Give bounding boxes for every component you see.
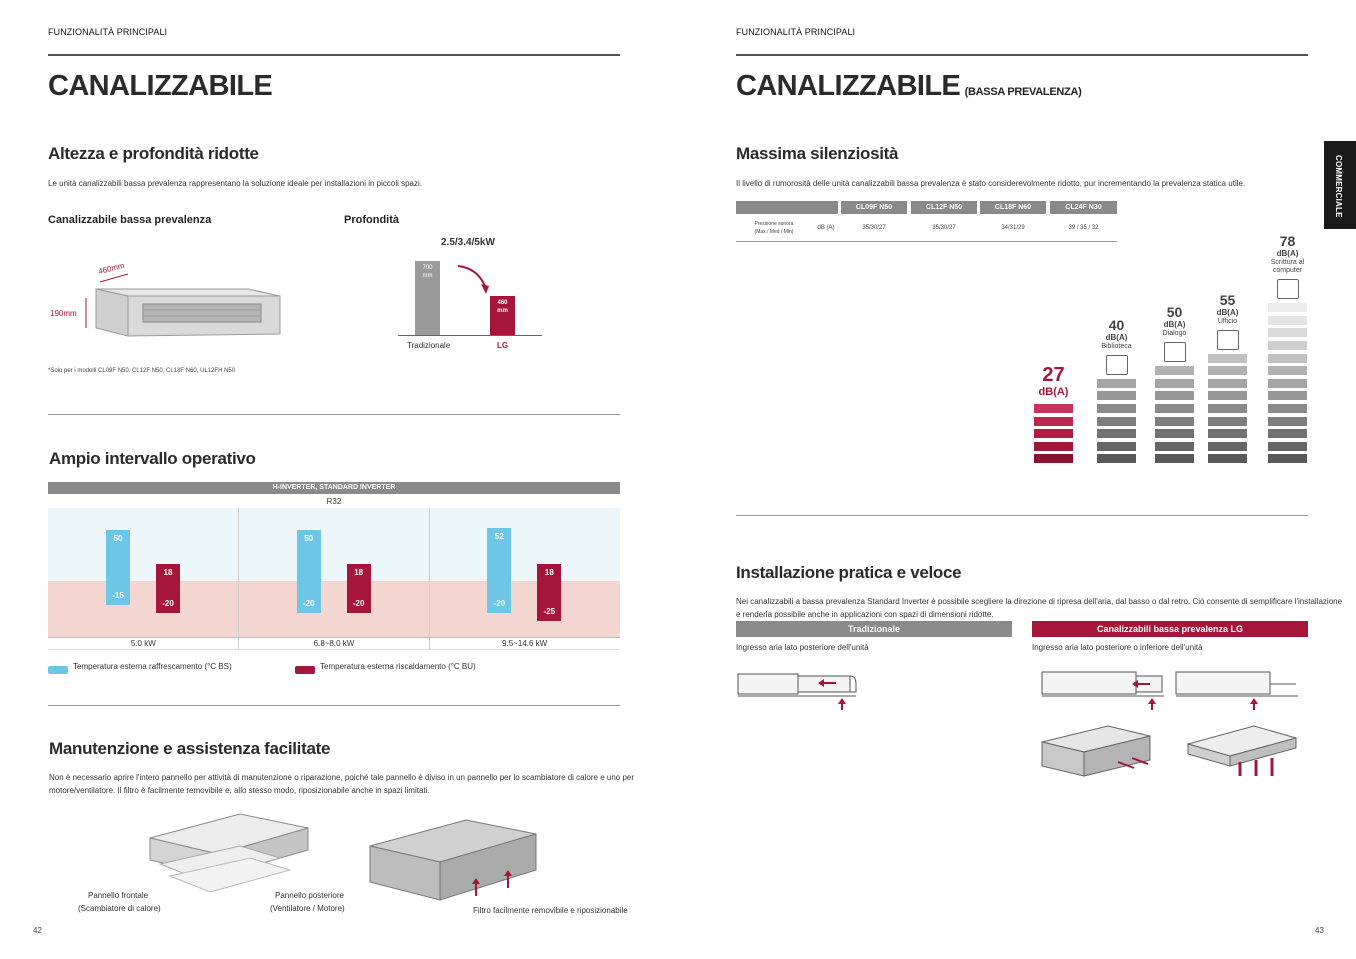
- noise-category-icon: [1164, 342, 1186, 362]
- noise-unit-label: dB(A): [1105, 332, 1128, 342]
- noise-bar-segment: [1268, 429, 1307, 438]
- range-bar-max-label: 18: [163, 567, 173, 577]
- depth-chart-baseline: [398, 335, 542, 336]
- noise-category-icon: [1217, 330, 1239, 350]
- range-bar-min-label: -20: [302, 599, 315, 608]
- chart-axis-bottom: [48, 649, 620, 650]
- depth-label-lg: LG: [497, 341, 509, 350]
- page-number-right: 43: [1315, 926, 1324, 935]
- noise-value-label: 55: [1219, 291, 1236, 308]
- table-cell: 35/30/27: [862, 225, 886, 231]
- noise-bar-segment: [1155, 391, 1194, 400]
- install-diagram-traditional: [736, 666, 861, 714]
- section-heading-intervallo: Ampio intervallo operativo: [49, 449, 256, 468]
- section-desc-installazione-2: e renderla possibile anche in applicazioni con spazi di dimensioni ridotte.: [736, 610, 994, 619]
- table-header-model: CL24F N30: [1050, 201, 1117, 214]
- noise-bar-segment: [1155, 417, 1194, 426]
- noise-category-label: Scrittura al computer: [1270, 259, 1305, 275]
- right-header: FUNZIONALITÀ PRINCIPALI: [736, 27, 856, 37]
- table-header-model: CL18F N60: [980, 201, 1046, 214]
- noise-bar-segment: [1268, 379, 1307, 388]
- divider-1: [48, 414, 620, 415]
- label-filter: Filtro facilmente removibile e riposizionabile: [473, 906, 628, 915]
- table-cell: 39 / 35 / 32: [1068, 225, 1099, 231]
- dim-height-label: 190mm: [50, 309, 77, 318]
- chart-divider: [429, 508, 430, 650]
- section-heading-altezza: Altezza e profondità ridotte: [48, 144, 259, 163]
- noise-bar-segment: [1155, 366, 1194, 375]
- page-number-left: 42: [33, 926, 42, 935]
- range-bar-max-label: 52: [494, 531, 504, 541]
- range-bar-min-label: -20: [493, 599, 506, 608]
- noise-bar-segment: [1208, 442, 1247, 451]
- subheading-profondita: Profondità: [344, 214, 399, 226]
- section-desc-altezza: Le unità canalizzabili bassa prevalenza rappresentano la soluzione ideale per installazioni in piccoli spazi.: [48, 179, 423, 188]
- noise-value-label: 50: [1166, 304, 1183, 321]
- noise-category-label: Ufficio: [1217, 317, 1238, 325]
- depth-label-traditional: Tradizionale: [407, 341, 451, 350]
- right-title-main: CANALIZZABILE: [736, 70, 961, 102]
- panels-illustration: [130, 810, 320, 900]
- table-cell: 34/31/29: [1001, 225, 1025, 231]
- table-unit: dB (A): [817, 225, 835, 231]
- noise-value-label: 27: [1042, 364, 1065, 386]
- section-heading-manutenzione: Manutenzione e assistenza facilitate: [49, 739, 331, 758]
- noise-bar-segment: [1155, 454, 1194, 463]
- noise-bar-segment: [1097, 379, 1136, 388]
- noise-bar-segment: [1097, 404, 1136, 413]
- install-col-lg-desc: Ingresso aria lato posteriore o inferiore dell'unità: [1032, 643, 1203, 652]
- table-row-label: Pressione sonora: [754, 221, 794, 227]
- noise-unit-label: dB(A): [1163, 320, 1186, 330]
- install-diagram-lg-rear: [1038, 662, 1168, 712]
- noise-unit-label: dB(A): [1216, 307, 1239, 317]
- left-header-rule: [48, 54, 620, 56]
- noise-bar-segment: [1208, 366, 1247, 375]
- legend-swatch-heat: [295, 666, 315, 674]
- noise-bar-segment: [1155, 379, 1194, 388]
- noise-category-icon: [1277, 279, 1299, 299]
- noise-bar-segment: [1097, 429, 1136, 438]
- range-bar-min-label: -20: [352, 599, 365, 608]
- noise-bar-segment: [1268, 442, 1307, 451]
- noise-unit-label: dB(A): [1038, 386, 1069, 398]
- noise-bar-segment: [1268, 391, 1307, 400]
- noise-bar-segment: [1208, 391, 1247, 400]
- noise-bar-segment: [1208, 417, 1247, 426]
- noise-bar-segment: [1097, 454, 1136, 463]
- side-tab-label: COMMERCIALE: [1334, 155, 1343, 218]
- footnote-models: *Solo per i modelli CL09F N50, CL12F N50, CL18F N60, UL12FH N50: [48, 368, 236, 374]
- right-header-rule: [736, 54, 1308, 56]
- noise-bar-segment: [1034, 417, 1073, 426]
- table-header-model: CL12F N50: [911, 201, 977, 214]
- install-col-traditional-desc: Ingresso aria lato posteriore dell'unità: [736, 643, 869, 652]
- left-header: FUNZIONALITÀ PRINCIPALI: [48, 27, 168, 37]
- noise-level-chart: [1030, 190, 1320, 470]
- noise-category-label: Dialogo: [1162, 330, 1187, 338]
- depth-bar-lg-unit: mm: [497, 308, 508, 314]
- noise-category-icon: [1106, 355, 1128, 375]
- chart-divider: [238, 508, 239, 650]
- noise-unit-label: dB(A): [1276, 249, 1299, 259]
- chart-refrigerant: R32: [326, 497, 342, 506]
- noise-bar-segment: [1034, 404, 1073, 413]
- range-bar-max-label: 50: [113, 534, 123, 543]
- range-bar-max-label: 50: [304, 534, 314, 543]
- install-col-traditional-title: Tradizionale: [736, 621, 1012, 637]
- legend-label-cool: Temperatura esterna raffrescamento (°C BS): [73, 662, 232, 671]
- noise-bar-segment: [1268, 354, 1307, 363]
- depth-bar-traditional-value: 700: [422, 265, 433, 271]
- chart-cool-zone: [48, 508, 620, 581]
- right-page-title: [736, 70, 1081, 103]
- noise-bar-segment: [1268, 316, 1307, 325]
- noise-value-label: 40: [1108, 316, 1125, 333]
- noise-bar-segment: [1268, 303, 1307, 312]
- arrow-down-icon: [455, 262, 495, 298]
- noise-value-label: 78: [1279, 233, 1296, 250]
- install-unit-3d-rear: [1038, 722, 1156, 784]
- label-front-panel-sub: (Scambiatore di calore): [78, 904, 161, 913]
- range-bar-min-label: -20: [162, 599, 174, 608]
- subheading-canalizzabile: Canalizzabile bassa prevalenza: [48, 214, 212, 226]
- noise-bar-segment: [1208, 404, 1247, 413]
- noise-bar-segment: [1268, 454, 1307, 463]
- capacity-label: 2.5/3.4/5kW: [441, 237, 495, 248]
- noise-bar-segment: [1268, 366, 1307, 375]
- legend-label-heat: Temperatura esterna riscaldamento (°C BU): [320, 662, 476, 671]
- noise-bar-segment: [1208, 429, 1247, 438]
- range-bar-max-label: 18: [354, 567, 364, 577]
- label-rear-panel: Pannello posteriore: [275, 891, 344, 900]
- noise-bar-segment: [1268, 341, 1307, 350]
- chart-axis: [48, 637, 620, 638]
- install-col-lg-title: Canalizzabili bassa prevalenza LG: [1032, 621, 1308, 637]
- section-desc-manutenzione-1: Non è necessario aprire l'intero pannello per attività di manutenzione o riparazione, poiché tale pannello è diviso in un pannello per lo scambiatore di calore e uno per: [49, 773, 634, 782]
- range-bar-min-label: -15: [112, 591, 124, 600]
- operating-range-chart: [48, 508, 620, 650]
- noise-bar-segment: [1155, 442, 1194, 451]
- divider-2: [48, 705, 620, 706]
- range-bar-min-label: -25: [543, 607, 556, 616]
- noise-bar-segment: [1268, 404, 1307, 413]
- filter-illustration: [366, 816, 541, 906]
- depth-bar-traditional-unit: mm: [422, 273, 433, 279]
- install-diagram-lg-bottom: [1172, 662, 1302, 712]
- range-category-label: 5.0 kW: [130, 639, 156, 648]
- section-desc-silenziosita: Il livello di rumorosità delle unità canalizzabili bassa prevalenza è stato considerevolmente ridotto, pur incrementando la prevalenza statica utile.: [736, 179, 1246, 188]
- side-tab-commerciale[interactable]: [1324, 141, 1356, 229]
- install-unit-3d-bottom: [1184, 722, 1300, 782]
- table-header-blank: [736, 201, 838, 214]
- noise-bar-segment: [1208, 454, 1247, 463]
- divider-right: [736, 515, 1308, 516]
- noise-bar-segment: [1034, 429, 1073, 438]
- section-desc-installazione-1: Nei canalizzabili a bassa prevalenza Standard Inverter è possibile scegliere la direzione di ripresa dell'aria, dal basso o dal retro. Ciò consente di semplificare l'installazione: [736, 597, 1343, 606]
- noise-bar-segment: [1097, 417, 1136, 426]
- noise-bar-segment: [1155, 404, 1194, 413]
- noise-bar-segment: [1208, 354, 1247, 363]
- noise-bar-segment: [1097, 391, 1136, 400]
- right-title-suffix: (BASSA PREVALENZA): [964, 86, 1082, 98]
- label-rear-panel-sub: (Ventilatore / Motore): [270, 904, 345, 913]
- noise-bar-segment: [1097, 442, 1136, 451]
- ducted-unit-illustration: [48, 258, 288, 348]
- noise-bar-segment: [1208, 379, 1247, 388]
- section-desc-manutenzione-2: motore/ventilatore. Il filtro è facilmente removibile e, allo stesso modo, riposizionabile anche in spazi limitati.: [49, 786, 430, 795]
- noise-category-label: Biblioteca: [1101, 342, 1132, 350]
- range-category-label: 9.5~14.6 kW: [502, 639, 548, 648]
- section-heading-silenziosita: Massima silenziosità: [736, 144, 899, 163]
- table-cell: 35/30/27: [932, 225, 956, 231]
- left-page-title: CANALIZZABILE: [48, 70, 273, 102]
- chart-heat-zone: [48, 581, 620, 637]
- legend-swatch-cool: [48, 666, 68, 674]
- chart-band-title: H-INVERTER, STANDARD INVERTER: [48, 482, 620, 494]
- range-bar-max-label: 18: [544, 567, 554, 577]
- noise-bar-segment: [1155, 429, 1194, 438]
- table-header-model: CL09F N50: [841, 201, 907, 214]
- dim-width-label: 460mm: [97, 260, 126, 277]
- label-front-panel: Pannello frontale: [88, 891, 149, 900]
- noise-bar-segment: [1268, 328, 1307, 337]
- table-row-label-sub: (Max / Med / Min): [754, 229, 794, 235]
- noise-bar-segment: [1268, 417, 1307, 426]
- depth-bar-lg-value: 460: [497, 300, 508, 306]
- noise-bar-segment: [1034, 442, 1073, 451]
- section-heading-installazione: Installazione pratica e veloce: [736, 563, 962, 582]
- noise-bar-segment: [1034, 454, 1073, 463]
- range-category-label: 6.8~8.0 kW: [313, 639, 355, 648]
